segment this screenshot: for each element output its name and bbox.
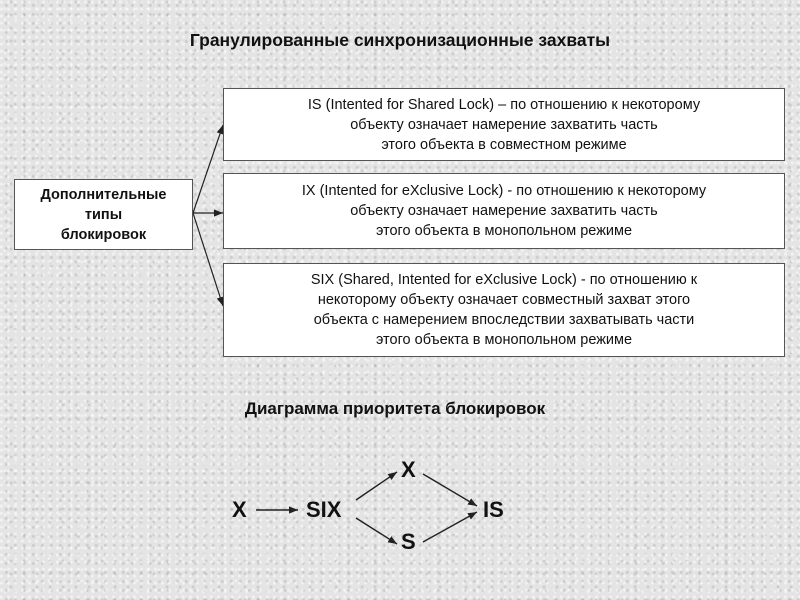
lock-type-six-box: SIX (Shared, Intented for eXclusive Lock) - по отношению к некоторому объекту означает совместный захват этого объекта с намерением впоследствии захватывать части этого объекта в монопольном режиме: [223, 263, 785, 357]
node-six: SIX: [306, 497, 342, 522]
arrow-to-six: [193, 213, 223, 306]
node-x-left: X: [232, 497, 247, 522]
priority-diagram-title: Диаграмма приоритета блокировок: [244, 399, 546, 418]
source-box: Дополнительные типы блокировок: [14, 179, 193, 250]
arrow-s-to-is: [423, 512, 477, 542]
arrow-six-to-s: [356, 518, 397, 544]
node-s-bottom: S: [401, 529, 416, 554]
node-x-top: X: [401, 457, 416, 482]
arrow-to-is: [193, 125, 223, 213]
lock-type-ix-box: IX (Intented for eXclusive Lock) - по отношению к некоторому объекту означает намерение захватить часть этого объекта в монопольном режиме: [223, 173, 785, 249]
arrow-six-to-x: [356, 472, 397, 500]
page-title: Гранулированные синхронизационные захваты: [189, 30, 611, 50]
lock-type-is-box: IS (Intented for Shared Lock) – по отношению к некоторому объекту означает намерение захватить часть этого объекта в совместном режиме: [223, 88, 785, 161]
node-is-right: IS: [483, 497, 504, 522]
arrow-x-to-is: [423, 474, 477, 506]
